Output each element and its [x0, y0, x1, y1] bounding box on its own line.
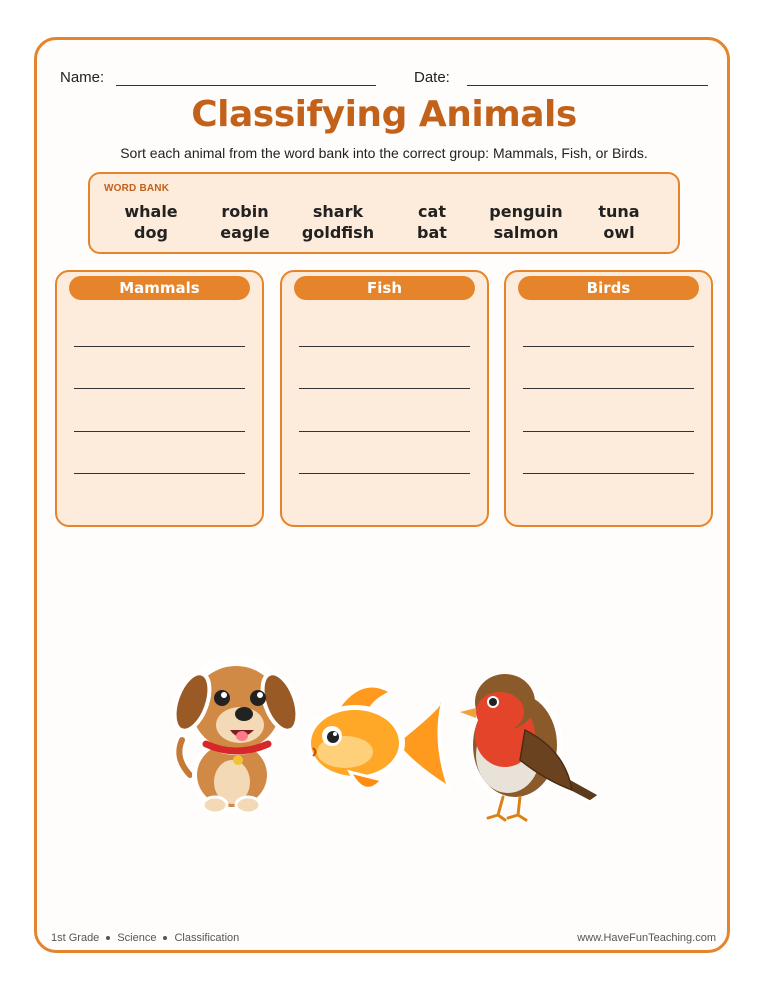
word-bank-word: whale [124, 202, 178, 221]
word-bank-word: goldfish [301, 223, 375, 242]
word-bank-word: cat [418, 202, 446, 221]
date-label: Date: [414, 69, 450, 86]
answer-line[interactable] [74, 473, 245, 474]
word-bank-word: eagle [220, 223, 270, 242]
animal-illustrations [160, 640, 610, 830]
bullet-icon [163, 936, 167, 940]
birds-box [504, 270, 713, 527]
footer-website[interactable]: www.HaveFunTeaching.com [577, 932, 716, 944]
goldfish-illustration [305, 683, 452, 790]
word-bank-word: robin [221, 202, 269, 221]
answer-line[interactable] [299, 473, 470, 474]
page-title: Classifying Animals [191, 94, 577, 135]
word-bank [88, 172, 680, 254]
word-bank-word: salmon [493, 223, 559, 242]
answer-line[interactable] [299, 346, 470, 347]
footer-tag-grade: 1st Grade [51, 932, 100, 944]
bullet-icon [106, 936, 110, 940]
name-label: Name: [60, 69, 105, 86]
answer-line[interactable] [523, 388, 694, 389]
robin-illustration [460, 674, 600, 820]
answer-line[interactable] [74, 346, 245, 347]
mammals-header: Mammals [69, 276, 250, 300]
word-bank-word: shark [312, 202, 364, 221]
answer-line[interactable] [299, 388, 470, 389]
instructions-text: Sort each animal from the word bank into the correct group: Mammals, Fish, or Birds. [120, 145, 648, 161]
mammals-box [55, 270, 264, 527]
fish-header: Fish [294, 276, 475, 300]
answer-line[interactable] [74, 388, 245, 389]
word-bank-word: bat [417, 223, 447, 242]
answer-line[interactable] [74, 431, 245, 432]
answer-line[interactable] [523, 431, 694, 432]
footer-tags [51, 932, 239, 944]
word-bank-word: penguin [489, 202, 563, 221]
answer-line[interactable] [523, 346, 694, 347]
footer-tag-subject: Science [117, 932, 157, 944]
footer-tag-topic: Classification [174, 932, 240, 944]
word-bank-word: dog [134, 223, 168, 242]
date-field[interactable] [467, 85, 708, 86]
dog-illustration [168, 655, 305, 813]
fish-box [280, 270, 489, 527]
name-field[interactable] [116, 85, 376, 86]
answer-line[interactable] [523, 473, 694, 474]
word-bank-title: WORD BANK [104, 183, 170, 194]
birds-header: Birds [518, 276, 699, 300]
word-bank-word: owl [603, 223, 635, 242]
word-bank-word: tuna [598, 202, 640, 221]
answer-line[interactable] [299, 431, 470, 432]
